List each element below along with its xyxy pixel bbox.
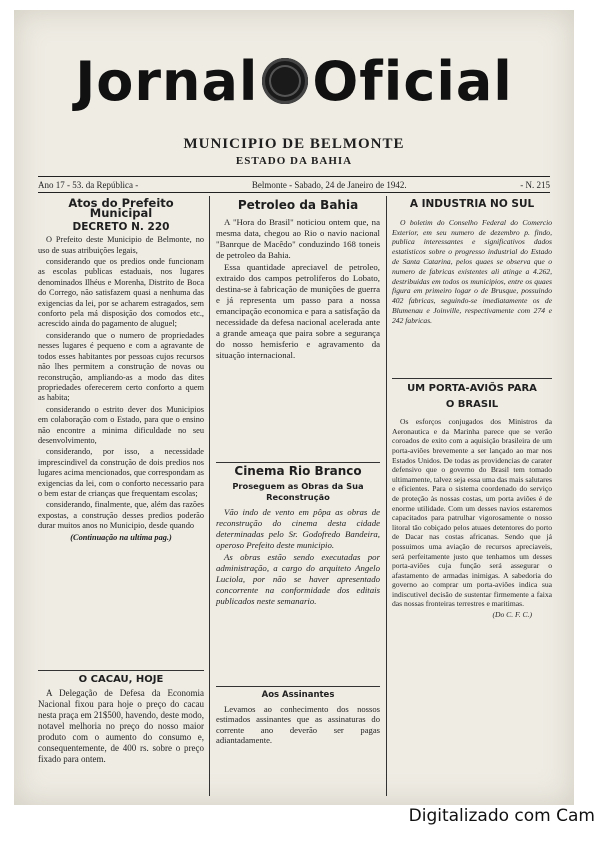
decree-paragraph: considerando que os predios onde funcionam as escolas publicas estaduais, nos lugares denominados Ilhéus e Morenha, Distrito de Boca do Corrego, não satisfazem quasi a nenhuma das exigencias da lei, por se acharem estragados, sem conforto pela má disposição dos comodos etc., acrescido ainda do pagamento de aluguel; (38, 257, 204, 329)
cacau-text: A Delegação de Defesa da Economia Nacional fixou para hoje o preço do cacau nesta praça em 21$500, havendo, deste modo, notavel melhoria no preço do nosso maior produto com o aumento do consumo e, consequentemente, de 400 rs. sobre o preço fixado para ontem. (38, 688, 204, 764)
column-3 (392, 200, 552, 327)
porta-avioes-rule (392, 378, 552, 379)
assinantes-article (216, 690, 380, 747)
masthead-word2: Oficial (312, 50, 513, 113)
column-2 (216, 200, 380, 362)
industria-text: O boletim do Conselho Federal do Comercio Exterior, em seu numero de dezembro p. findo, publica interessantes e significativos dados estatisticos sobre o progresso industrial do Estado de Santa Catarina, pelos quaes se observa que o numero de fabricas existentes ali atinge a 4.262, destribuidas em todos os municipios, entre os quaes figura em primeiro logar o de Brusque, possuindo 402 fabricas, seguindo-se imediatamente os de Blumenau e Joinville, respectivamente com 274 e 242 fabricas. (392, 217, 552, 325)
issue-number: - N. 215 (520, 180, 550, 190)
acts-title: Atos do Prefeito Municipal (68, 196, 174, 221)
assinantes-rule (216, 686, 380, 687)
porta-avioes-signature: (Do C. F. C.) (492, 610, 532, 620)
column-1 (38, 198, 204, 543)
cinema-article (216, 466, 380, 608)
decree-paragraph: considerando o estrito dever dos Municipios em colaboração com o Estado, para que o ensino não encontre a minima dificuldade no seu desenvolvimento, (38, 404, 204, 445)
cinema-title: Cinema Rio Branco (234, 464, 362, 478)
continuation-note: (Continuação na ultima pag.) (70, 532, 172, 542)
dateline (38, 180, 550, 190)
decree-paragraph: considerando, finalmente, que, além das razões expostas, a construção desses predios poderão durar muitos anos no Municipio, desde quando (38, 500, 204, 531)
porta-avioes-title-line1: UM PORTA-AVIÕS PARA (407, 383, 537, 394)
assinantes-title: Aos Assinantes (261, 690, 335, 700)
cinema-rule (216, 462, 380, 463)
coat-of-arms-emblem-icon (262, 58, 308, 104)
cinema-paragraph: As obras estão sendo executadas por administração, a cargo do arquiteto Angelo Luciola, por não se haver apresentado concorrente na conformidade dos editais publicados neste semanario. (216, 552, 380, 606)
cacau-article (38, 674, 204, 766)
porta-avioes-title-line2: O BRASIL (445, 398, 499, 410)
petroleo-paragraph: Essa quantidade apreciavel de petroleo, extraido dos campos petroliferos do Lobato, destina-se à fabricação de munições de guerra e já representa um passo para a nossa emancipação economica e para a satisfação da necessidade da defesa nacional acelerada ante a grande ameaça que paira sobre a segurança do nosso hemisferio e agravamento da situação internacional. (216, 262, 380, 360)
column-divider-1 (209, 196, 210, 796)
state-title: ESTADO DA BAHIA (235, 155, 353, 167)
porta-avioes-text: Os esforços conjugados dos Ministros da Aeronautica e da Marinha parece que se verão coroados de exito com a aquisição brasileira de um porta-aviões brevemente a ser lançado ao mar nos Estados Unidos. De todas as providencias de carater defensivo que o governo do Brasil tem tomado ultimamente, talvez seja essa uma das mais salutares e eficientes. Para o sistema coordenado do serviço de proteção às nossas costas, um porta aviões é de enorme utilidade. Com um desses navios estaremos capacitados para patrulhar vigorosamente o nosso litoral tão cobiçado pelos atuaes detentores do porto de Dacar nas costas africanas. Sendo que já possuimos uma aviação de recursos apreciaveis, será perfeitamente justo que tenhamos um desses porta-aviões cuja função será assegurar o afastamento de armadas inimigas. A sabedoria do governo ao comprar um porta-aviões indica sua indiscutivel decisão de sustentar firmemente a faixa das nossas fronteiras terrestres e maritimas. (392, 417, 552, 609)
top-rule (38, 176, 550, 177)
petroleo-title: Petroleo da Bahia (237, 198, 359, 212)
masthead-word1: Jornal (75, 50, 259, 113)
masthead (14, 52, 574, 112)
edition-year: Ano 17 - 53. da República - (38, 180, 139, 190)
porta-avioes-article (392, 384, 552, 620)
dateline-rule (38, 192, 550, 193)
cacau-rule (38, 670, 204, 671)
decree-paragraph: considerando, por isso, a necessidade imprescindivel da construção de dois predios nos lugares acima mencionados, que correspondam as exigencias da lei, com o conforto necessario para o bem estar de crianças que frequentam escolas; (38, 447, 204, 498)
decree-paragraph: O Prefeito deste Municipio de Belmonte, no uso de suas atribuições legais, (38, 235, 204, 255)
newspaper-page (14, 10, 574, 805)
municipality-title: MUNICIPIO DE BELMONTE (183, 136, 405, 152)
column-divider-2 (386, 196, 387, 796)
cinema-subtitle: Proseguem as Obras da Sua Reconstrução (232, 481, 364, 502)
petroleo-paragraph: A "Hora do Brasil" noticiou ontem que, na mesma data, chegou ao Rio o navio nacional "Banrque de Macêdo" conduzindo 168 toneis de petroleo da Bahia. (216, 217, 380, 260)
issue-date: Belmonte - Sabado, 24 de Janeiro de 1942. (251, 180, 407, 190)
decree-title: DECRETO N. 220 (72, 220, 170, 233)
industria-title: A INDUSTRIA NO SUL (409, 198, 535, 210)
assinantes-text: Levamos ao conhecimento dos nossos estimados assinantes que as assinaturas do corrente ano deverão ser pagas adiantadamente. (216, 703, 380, 745)
cacau-title: O CACAU, HOJE (78, 674, 164, 685)
scanner-watermark: Digitalizado com Cam (408, 806, 595, 826)
cinema-paragraph: Vão indo de vento em pôpa as obras de reconstrução do cinema desta cidade determinadas pelo Sr. Godofredo Bandeira, operoso Prefeito deste municipio. (216, 507, 380, 550)
decree-paragraph: considerando que o numero de propriedades nesses lugares é pequeno e com a agravante de todos esses habitantes por pessoas cujos recursos não lhes permitem a construção de novas ou reconstrução, ampliando-as a modo das dites propriedades oferecerem certo conforto a quem as habita; (38, 330, 204, 403)
